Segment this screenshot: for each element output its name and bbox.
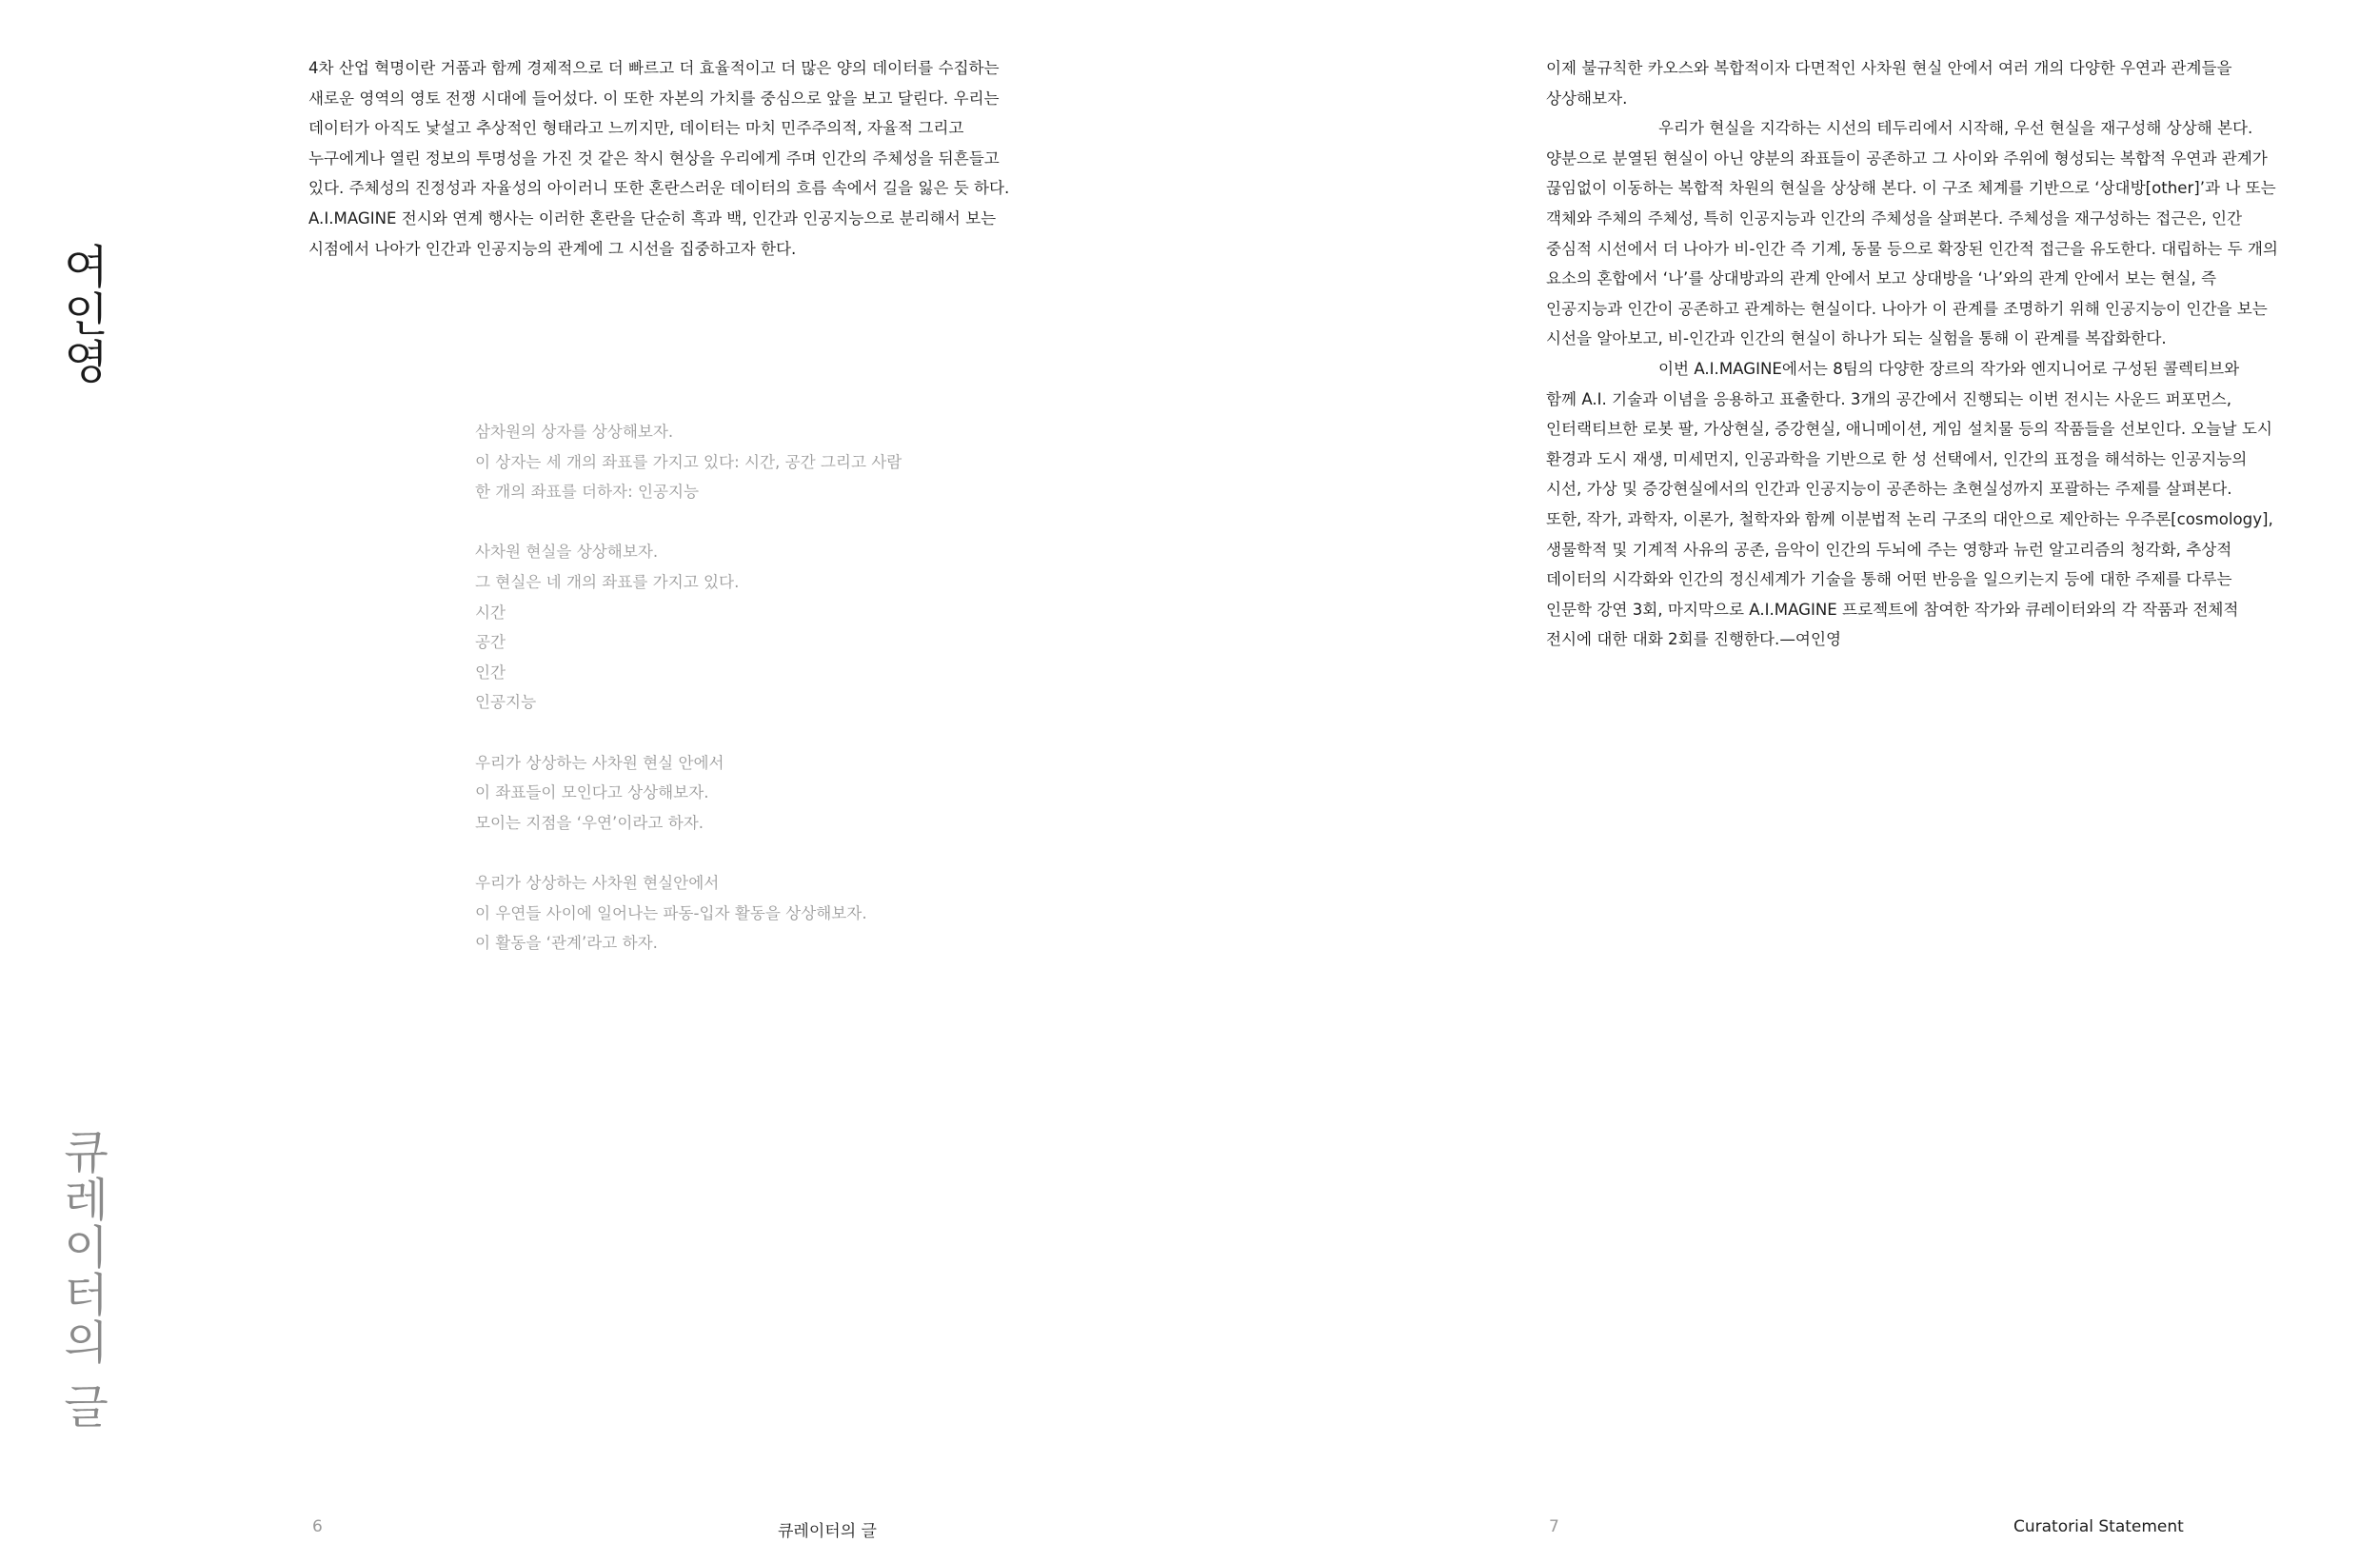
poem-line: 모이는 지점을 ‘우연’이라고 하자. — [475, 813, 704, 832]
paragraph-line: 중심적 시선에서 더 나아가 비-인간 즉 기계, 동물 등으로 확장된 인간적 접근을 유도한다. 대립하는 두 개의 — [1546, 239, 2278, 258]
poem-line: 인공지능 — [475, 693, 537, 712]
paragraph-line: 또한, 작가, 과학자, 이론가, 철학자와 함께 이분법적 논리 구조의 대안으로 제안하는 우주론[cosmology], — [1546, 509, 2273, 528]
paragraph-line: 데이터의 시각화와 인간의 정신세계가 기술을 통해 어떤 반응을 일으키는지 등에 대한 주제를 다루는 — [1546, 570, 2232, 589]
poem-line: 우리가 상상하는 사차원 현실 안에서 — [475, 753, 724, 772]
poem-stanza — [475, 748, 902, 839]
poem-line: 공간 — [475, 633, 506, 652]
page-number: 7 — [1549, 1517, 1559, 1536]
paragraph-line: 시선을 알아보고, 비-인간과 인간의 현실이 하나가 되는 실험을 통해 이 관계를 복잡화한다. — [1546, 329, 2167, 348]
paragraph-line: 상상해보자. — [1546, 89, 1628, 108]
paragraph-line: 환경과 도시 재생, 미세먼지, 인공과학을 기반으로 한 성 선택에서, 인간의 표정을 해석하는 인공지능의 — [1546, 449, 2248, 468]
intro-paragraph — [308, 53, 1009, 264]
paragraph-line: 이번 A.I.MAGINE에서는 8팀의 다양한 장르의 작가와 엔지니어로 구성된 콜렉티브와 — [1658, 359, 2240, 378]
poem-line: 이 활동을 ‘관계’라고 하자. — [475, 934, 658, 953]
paragraph-line: 생물학적 및 기계적 사유의 공존, 음악이 인간의 두뇌에 주는 영향과 뉴런 알고리즘의 청각화, 추상적 — [1546, 540, 2232, 559]
paragraph-line: 객체와 주체의 주체성, 특히 인공지능과 인간의 주체성을 살펴본다. 주체성을 재구성하는 접근은, 인간 — [1546, 208, 2243, 228]
paragraph-line: 끊임없이 이동하는 복합적 차원의 현실을 상상해 본다. 이 구조 체계를 기반으로 ‘상대방[other]’과 나 또는 — [1546, 179, 2276, 198]
paragraph-line: 요소의 혼합에서 ‘나’를 상대방과의 관계 안에서 보고 상대방을 ‘나’와의 관계 안에서 보는 현실, 즉 — [1546, 269, 2217, 288]
author-name-vertical: 여인영 — [55, 243, 109, 386]
poem — [475, 417, 902, 988]
paragraph-line: 새로운 영역의 영토 전쟁 시대에 들어섰다. 이 또한 자본의 가치를 중심으로 앞을 보고 달린다. 우리는 — [308, 89, 1000, 108]
running-title: 큐레이터의 글 — [778, 1522, 877, 1541]
paragraph-line: 우리가 현실을 지각하는 시선의 테두리에서 시작해, 우선 현실을 재구성해 상상해 본다. — [1658, 119, 2253, 138]
poem-line: 삼차원의 상자를 상상해보자. — [475, 423, 674, 441]
running-title: Curatorial Statement — [2013, 1517, 2184, 1536]
paragraph-line: 양분으로 분열된 현실이 아닌 양분의 좌표들이 공존하고 그 사이와 주위에 형성되는 복합적 우연과 관계가 — [1546, 148, 2268, 168]
paragraph-line: 이제 불규칙한 카오스와 복합적이자 다면적인 사차원 현실 안에서 여러 개의 다양한 우연과 관계들을 — [1546, 59, 2232, 77]
paragraph-line: 전시에 대한 대화 2회를 진행한다.—여인영 — [1546, 630, 1841, 649]
poem-line: 한 개의 좌표를 더하자: 인공지능 — [475, 483, 700, 502]
poem-line: 이 우연들 사이에 일어나는 파동-입자 활동을 상상해보자. — [475, 903, 867, 922]
main-essay — [1546, 53, 2278, 655]
poem-line: 이 좌표들이 모인다고 상상해보자. — [475, 783, 709, 802]
paragraph-line: 함께 A.I. 기술과 이념을 응용하고 표출한다. 3개의 공간에서 진행되는 이번 전시는 사운드 퍼포먼스, — [1546, 389, 2232, 408]
paragraph-line: A.I.MAGINE 전시와 연계 행사는 이러한 혼란을 단순히 흑과 백, 인간과 인공지능으로 분리해서 보는 — [308, 208, 997, 228]
section-title-vertical: 큐레이터의 글 — [55, 1128, 109, 1431]
paragraph-line: 인터랙티브한 로봇 팔, 가상현실, 증강현실, 애니메이션, 게임 설치물 등의 작품들을 선보인다. 오늘날 도시 — [1546, 420, 2272, 439]
paragraph-line: 인문학 강연 3회, 마지막으로 A.I.MAGINE 프로젝트에 참여한 작가와 큐레이터와의 각 작품과 전체적 — [1546, 600, 2239, 619]
poem-line: 시간 — [475, 603, 506, 622]
poem-line: 그 현실은 네 개의 좌표를 가지고 있다. — [475, 572, 740, 591]
poem-line: 인간 — [475, 663, 506, 682]
poem-stanza — [475, 868, 902, 959]
paragraph-line: 있다. 주체성의 진정성과 자율성의 아이러니 또한 혼란스러운 데이터의 흐름 속에서 길을 잃은 듯 하다. — [308, 179, 1010, 198]
paragraph-line: 시선, 가상 및 증강현실에서의 인간과 인공지능이 공존하는 초현실성까지 포괄하는 주제를 살펴본다. — [1546, 480, 2232, 499]
poem-stanza — [475, 537, 902, 718]
paragraph-line: 누구에게나 열린 정보의 투명성을 가진 것 같은 착시 현상을 우리에게 주며 인간의 주체성을 뒤흔들고 — [308, 148, 1000, 168]
paragraph-line: 데이터가 아직도 낯설고 추상적인 형태라고 느끼지만, 데이터는 마치 민주주의적, 자율적 그리고 — [308, 119, 964, 138]
poem-line: 이 상자는 세 개의 좌표를 가지고 있다: 시간, 공간 그리고 사람 — [475, 452, 902, 471]
paragraph-line: 4차 산업 혁명이란 거품과 함께 경제적으로 더 빠르고 더 효율적이고 더 많은 양의 데이터를 수집하는 — [308, 59, 1000, 77]
poem-stanza — [475, 417, 902, 507]
paragraph-line: 인공지능과 인간이 공존하고 관계하는 현실이다. 나아가 이 관계를 조명하기 위해 인공지능이 인간을 보는 — [1546, 299, 2268, 318]
poem-line: 우리가 상상하는 사차원 현실안에서 — [475, 873, 720, 892]
poem-line: 사차원 현실을 상상해보자. — [475, 543, 659, 562]
page-number: 6 — [312, 1517, 323, 1536]
paragraph-line: 시점에서 나아가 인간과 인공지능의 관계에 그 시선을 집중하고자 한다. — [308, 239, 797, 258]
